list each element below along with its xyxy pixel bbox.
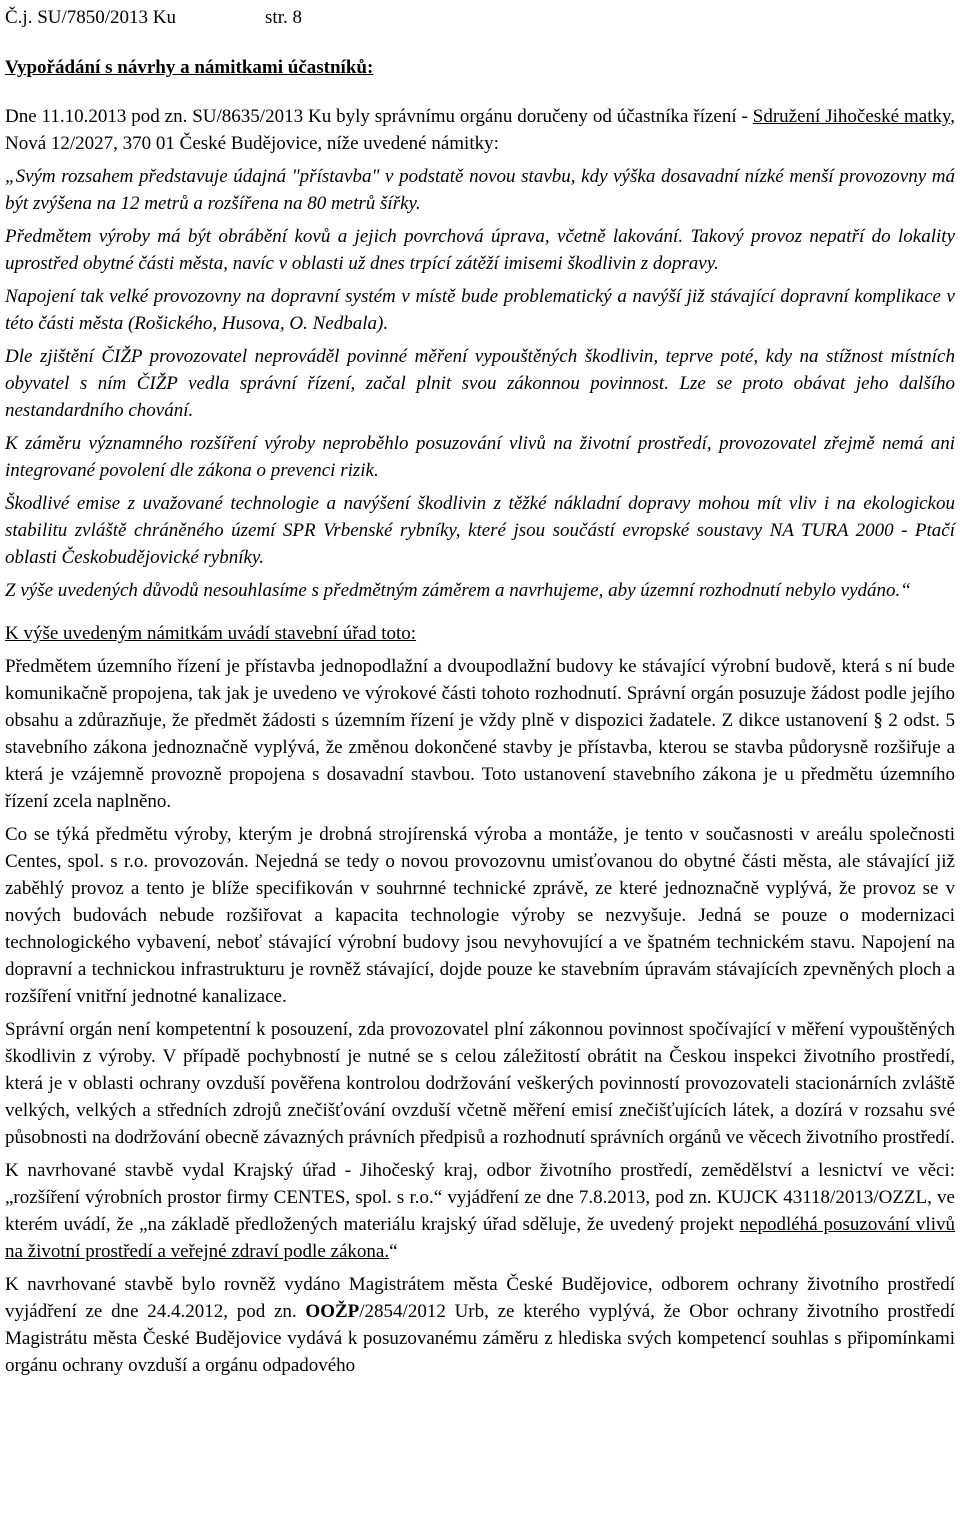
objection-paragraph: Předmětem výroby má být obrábění kovů a jejich povrchová úprava, včetně lakování. Takový provoz nepatří do lokality uprostřed obytné části města, navíc v oblasti už dnes trpící zátěží imisemi škodlivin z dopravy. xyxy=(5,226,955,274)
intro-text-start: Dne 11.10.2013 pod zn. SU/8635/2013 Ku byly správnímu orgánu doručeny od účastníka řízení - xyxy=(5,106,753,127)
intro-text-end: , Nová 12/2027, 370 01 České Budějovice, níže uvedené námitky: xyxy=(5,106,955,154)
regional-text-end: “ xyxy=(389,1241,398,1262)
magistrate-text-end: /2854/2012 Urb, ze kterého vyplývá, že Obor ochrany životního prostředí Magistrátu města České Budějovice vydává k posuzovanému záměru z hlediska svých kompetencí souhlas s připomínkami orgánu ochrany ovzduší a orgánu odpadového xyxy=(5,1301,955,1376)
response-paragraph: Předmětem územního řízení je přístavba jednopodlažní a dvoupodlažní budovy ke stávající výrobní budově, která s ní bude komunikačně propojena, tak jak je uvedeno ve výrokové části tohoto rozhodnutí. Správní orgán posuzuje žádost podle jejího obsahu a zdůrazňuje, že předmět žádosti s územním řízení je vždy plně v dispozici žadatele. Z dikce ustanovení § 2 odst. 5 stavebního zákona jednoznačně vyplývá, že změnou dokončené stavby je přístavba, kterou se stavba půdorysně rozšiřuje a která je vzájemně provozně propojena s dosavadní stavbou. Toto ustanovení stavebního zákona je u předmětu územního řízení zcela naplněno. xyxy=(5,656,955,812)
section-title: Vypořádání s návrhy a námitkami účastníků: xyxy=(5,57,374,78)
objection-paragraph: Dle zjištění ČIŽP provozovatel neprováděl povinné měření vypouštěných škodlivin, teprve poté, kdy na stížnost místních obyvatel s ním ČIŽP vedla správní řízení, začal plnit svou zákonnou povinnost. Lze se proto obávat jeho dalšího nestandardního chování. xyxy=(5,346,955,421)
objection-paragraph: „Svým rozsahem představuje údajná "přístavba" v podstatě novou stavbu, kdy výška dosavadní nízké menší provozovny má být zvýšena na 12 metrů a rozšířena na 80 metrů šířky. xyxy=(5,166,955,214)
response-heading: K výše uvedeným námitkám uvádí stavební úřad toto: xyxy=(5,623,417,644)
reference-number: Č.j. SU/7850/2013 Ku xyxy=(5,7,177,28)
objection-paragraph: Napojení tak velké provozovny na dopravní systém v místě bude problematický a navýší již stávající dopravní komplikace v této části města (Rošického, Husova, O. Nedbala). xyxy=(5,286,955,334)
objection-paragraph: Škodlivé emise z uvažované technologie a navýšení škodlivin z těžké nákladní dopravy mohou mít vliv i na ekologickou stabilitu zvláště chráněného území SPR Vrbenské rybníky, které jsou součástí evropské soustavy NA TURA 2000 - Ptačí oblasti Českobudějovické rybníky. xyxy=(5,493,955,568)
intro-paragraph xyxy=(5,103,955,157)
response-paragraph: Co se týká předmětu výroby, kterým je drobná strojírenská výroba a montáže, je tento v současnosti v areálu společnosti Centes, spol. s r.o. provozován. Nejedná se tedy o novou provozovnu umisťovanou do obytné části města, ale stávající již zaběhlý provoz a tento je blíže specifikován v souhrnné technické zprávě, ze které jednoznačně vyplývá, že provoz se v nových budovách nebude rozšiřovat a kapacita technologie výroby se nezvyšuje. Jedná se pouze o modernizaci technologického vybavení, neboť stávající výrobní budovy jsou nevyhovující a ve špatném technickém stavu. Napojení na dopravní a technickou infrastrukturu je rovněž stávající, dojde pouze ke stavebním úpravám stávajících zpevněných ploch a rozšíření vnitřní jednotné kanalizace. xyxy=(5,824,955,1007)
page-number: str. 8 xyxy=(265,7,302,28)
objection-paragraph: K záměru významného rozšíření výroby neproběhlo posuzování vlivů na životní prostředí, provozovatel zřejmě nemá ani integrované povolení dle zákona o prevenci rizik. xyxy=(5,433,955,481)
magistrate-paragraph xyxy=(5,1271,955,1379)
magistrate-text-start: K navrhované stavbě bylo rovněž vydáno Magistrátem města České Budějovice, odborem ochrany životního prostředí vyjádření ze dne 24.4.2012, pod zn. xyxy=(5,1274,955,1322)
magistrate-ref-bold: OOŽP xyxy=(305,1301,360,1322)
organization-name: Sdružení Jihočeské matky xyxy=(752,106,951,127)
regional-quote-underlined: nepodléhá posuzování vlivů na životní prostředí a veřejné zdraví podle zákona. xyxy=(5,1214,955,1262)
objection-paragraph: Z výše uvedených důvodů nesouhlasíme s předmětným záměrem a navrhujeme, aby územní rozhodnutí nebylo vydáno.“ xyxy=(5,580,911,601)
response-paragraph: Správní orgán není kompetentní k posouzení, zda provozovatel plní zákonnou povinnost spočívající v měření vypouštěných škodlivin z výroby. V případě pochybností je nutné se s celou záležitostí obrátit na Českou inspekci životního prostředí, která je v oblasti ochrany ovzduší pověřena kontrolou dodržování veškerých povinností provozovateli stacionárních zvláště velkých, velkých a středních zdrojů znečišťování ovzduší včetně měření emisí znečišťujících látek, a dozírá v rozsahu své působnosti na dodržování obecně závazných právních předpisů a rozhodnutí správních orgánů ve věcech životního prostředí. xyxy=(5,1019,955,1148)
regional-authority-paragraph xyxy=(5,1157,955,1265)
page-header xyxy=(5,4,955,32)
regional-text-start: K navrhované stavbě vydal Krajský úřad - Jihočeský kraj, odbor životního prostředí, zemědělství a lesnictví ve věci: „rozšíření výrobních prostor firmy CENTES, spol. s r.o.“ vyjádření ze dne 7.8.2013, pod zn. KUJCK 43118/2013/OZZL, ve kterém uvádí, že „na základě předložených materiálu krajský úřad sděluje, že uvedený projekt xyxy=(5,1160,955,1235)
